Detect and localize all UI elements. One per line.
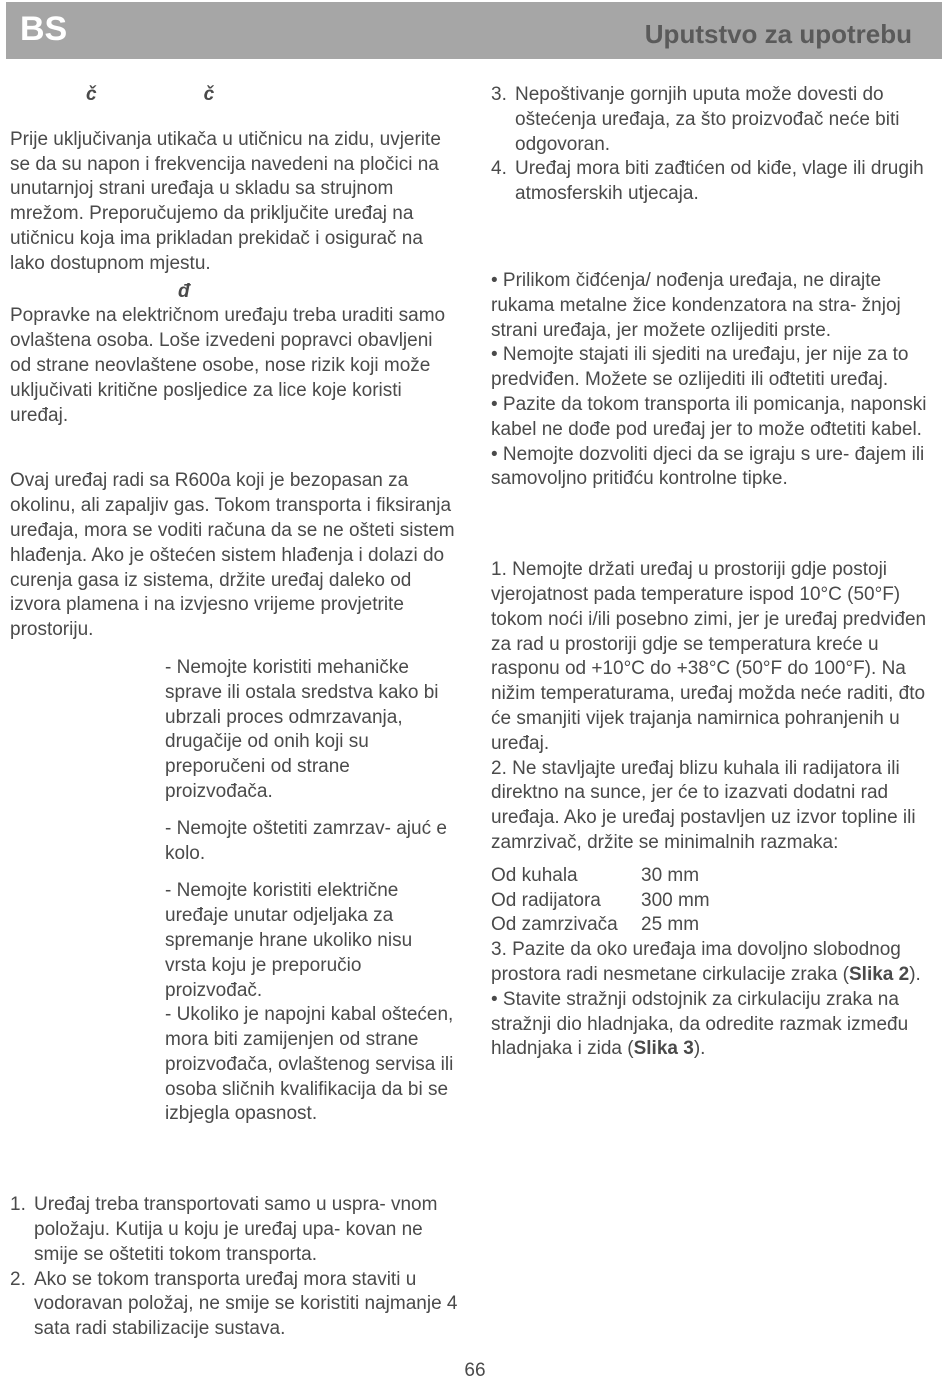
safety-bullet: • Prilikom čiđćenja/ nođenja uređaja, ne dirajte rukama metalne žice kondenzatora na stra- žnjoj strani uređaja, jer možete ozlijediti prste.: [491, 269, 901, 341]
safety-bullet: • Pazite da tokom transporta ili pomicanja, naponski kabel ne dođe pod uređaj jer to može ođtetiti kabel.: [491, 393, 927, 440]
spacer-instruction: • Stavite stražnji odstojnik za cirkulaciju zraka na stražnji dio hladnjaka, da odredite razmak između hladnjaka i zida (Slika 3).: [491, 988, 909, 1060]
repair-text: Popravke na električnom uređaju treba uraditi samo ovlaštena osoba. Loše izvedeni popravci obavljeni od strane neovlaštene osobe, nose rizik koji može uključivati kritične posljedice za lice koje koristi uređaj.: [10, 305, 446, 426]
distance-row: Od radijatora 300 mm: [491, 889, 710, 911]
section-heading-repair: đ: [178, 280, 190, 302]
right-column: [491, 83, 937, 1062]
language-code: BS: [20, 10, 68, 48]
transport-item: 3. Nepoštivanje gornjih uputa može dovesti do oštećenja uređaja, za što proizvođač neće biti odgovoran.: [491, 84, 900, 155]
placement-instruction-1: 1. Nemojte držati uređaj u prostoriji gdje postoji vjerojatnost pada temperature ispod 10°C (50°F) tokom noći i/ili posebno zimi, jer je uređaj predviđen za rad u prostoriji gdje se temperatura kreće u rasponu od +10°C do +38°C (50°F do 100°F). Na nižim temperaturama, uređaj možda neće raditi, đto će smanjiti vijek trajanja namirnica pohranjenih u uređaj.: [491, 559, 927, 754]
warning-defrost: - Nemojte koristiti mehaničke sprave ili ostala sredstva kako bi ubrzali proces odmrzavanja, drugačije od onih koji su preporučeni od strane proizvođača.: [165, 656, 439, 802]
power-connection-text: Prije uključivanja utikača u utičnicu na zidu, uvjerite se da su napon i frekvencija navedeni na pločici na unutarnjoj strani uređaja u skladu sa strujnom mrežom. Preporučujemo da priključite uređaj na utičnicu koja ima prikladan prekidač i osigurač na lako dostupnom mjestu.: [10, 128, 441, 274]
distance-row: Od kuhala 30 mm: [491, 864, 700, 886]
placement-instruction-2: 2. Ne stavljajte uređaj blizu kuhala ili radijatora ili direktno na sunce, jer će to izazvati dodatni rad uređaja. Ako je uređaj postavljen uz izvor topline ili zamrzivač, držite se minimalnih razmaka:: [491, 757, 916, 853]
safety-bullet: • Nemojte stajati ili sjediti na uređaju, jer nije za to predviđen. Možete se ozlijediti ili ođtetiti uređaj.: [491, 344, 909, 391]
transport-item: 1. Uređaj treba transportovati samo u uspra- vnom položaju. Kutija u koju je uređaj upa- kovan ne smije se oštetiti tokom transporta.: [10, 1194, 438, 1265]
transport-item: 4. Uređaj mora biti zađtićen od kiđe, vlage ili drugih atmosferskih utjecaja.: [491, 158, 924, 205]
warning-electrical-devices: - Nemojte koristiti električne uređaje unutar odjeljaka za spremanje hrane ukoliko nisu vrsta koju je preporučio proizvođač.: [165, 880, 413, 1001]
distance-row: Od zamrzivača 25 mm: [491, 914, 700, 936]
transport-item: 2. Ako se tokom transporta uređaj mora staviti u vodoravan položaj, ne smije se koristiti najmanje 4 sata radi stabilizacije sustava.: [10, 1268, 458, 1340]
placement-instruction-3: 3. Pazite da oko uređaja ima dovoljno slobodnog prostora radi nesmetane cirkulacije zraka (Slika 2).: [491, 939, 921, 985]
figure-reference: Slika 3: [633, 1038, 694, 1060]
left-column: [10, 83, 458, 1342]
safety-bullet: • Nemojte dozvoliti djeci da se igraju s ure- đajem ili samovoljno pritiđću kontrolne tipke.: [491, 443, 925, 490]
warning-cooling-circuit: - Nemojte oštetiti zamrzav- ajuć e kolo.: [165, 817, 447, 864]
figure-reference: Slika 2: [849, 963, 910, 985]
document-title: Uputstvo za upotrebu: [644, 19, 912, 49]
section-heading-power: č č: [86, 84, 215, 105]
page-header: [6, 2, 942, 59]
warning-power-cable: - Ukoliko je napojni kabal oštećen, mora biti zamijenjen od strane proizvođača, ovlaštenog servisa ili osoba sličnih kvalifikacija da bi se izbjegla opasnost.: [165, 1004, 454, 1125]
refrigerant-text: Ovaj uređaj radi sa R600a koji je bezopasan za okolinu, ali zapaljiv gas. Tokom transporta i fiksiranja uređaja, mora se voditi računa da se ne ošteti sistem hlađenja. Ako je oštećen sistem hlađenja i dolazi do curenja gasa iz sistema, držite uređaj daleko od izvora plamena i na izvjesno vrijeme provjetrite prostoriju.: [10, 470, 455, 641]
page-number: 66: [464, 1360, 486, 1381]
